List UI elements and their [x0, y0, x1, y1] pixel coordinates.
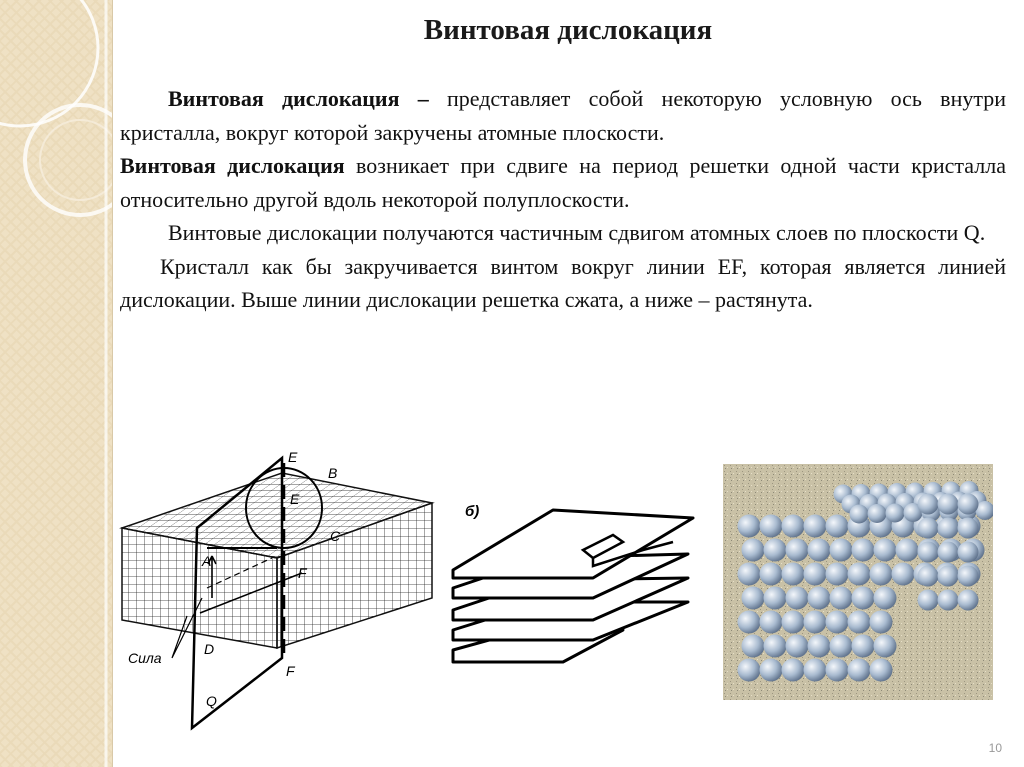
sphere: [786, 635, 809, 658]
sphere: [958, 566, 979, 587]
paragraph-3: Винтовые дислокации получаются частичным сдвигом атомных слоев по плоскости Q.: [168, 220, 986, 245]
page-number: 10: [988, 741, 1002, 755]
sphere: [826, 659, 849, 682]
decorative-sidebar: [0, 0, 113, 767]
sphere: [742, 539, 765, 562]
sphere: [782, 563, 805, 586]
sphere: [868, 504, 887, 523]
sphere: [760, 659, 783, 682]
sphere: [852, 587, 875, 610]
label-force: Сила: [128, 650, 162, 666]
sphere: [782, 515, 805, 538]
sphere: [958, 542, 979, 563]
sphere: [874, 539, 897, 562]
sphere: [918, 518, 939, 539]
sphere: [808, 539, 831, 562]
sphere: [870, 563, 893, 586]
sphere: [738, 611, 761, 634]
sphere: [830, 635, 853, 658]
label-b: б): [465, 503, 480, 520]
label-C: C: [330, 528, 341, 544]
sphere: [826, 563, 849, 586]
label-E-mid: E: [290, 491, 300, 507]
sphere: [918, 566, 939, 587]
sphere: [850, 505, 869, 524]
sphere: [874, 635, 897, 658]
sphere: [804, 563, 827, 586]
figure-sphere-model-photo: [723, 464, 993, 700]
sphere: [886, 504, 905, 523]
sphere: [808, 587, 831, 610]
sphere: [738, 563, 761, 586]
sphere: [826, 515, 849, 538]
sphere: [938, 518, 959, 539]
sphere: [848, 563, 871, 586]
sphere: [760, 515, 783, 538]
sphere: [938, 590, 959, 611]
sphere: [826, 611, 849, 634]
sphere: [848, 659, 871, 682]
paragraph-1: [120, 82, 1006, 149]
label-Q: Q: [206, 693, 217, 709]
sphere: [892, 563, 915, 586]
sphere: [918, 590, 939, 611]
sphere: [830, 587, 853, 610]
sphere: [874, 587, 897, 610]
sphere: [870, 611, 893, 634]
sphere: [782, 611, 805, 634]
sphere: [764, 539, 787, 562]
slide-title: Винтовая дислокация: [423, 14, 713, 46]
label-A: A: [202, 553, 212, 569]
sphere: [918, 494, 939, 515]
label-D: D: [204, 641, 215, 657]
paragraph-2-text: возникает при сдвиге на период решетки одной части кристалла относительно другой вдоль некоторой полуплоскости.: [120, 153, 1006, 212]
term-bold-2: Винтовая дислокация: [120, 153, 345, 178]
sphere: [938, 566, 959, 587]
sphere: [830, 539, 853, 562]
paragraph-2: [120, 149, 1006, 216]
label-B: B: [328, 465, 338, 481]
ring-decoration: [0, 0, 112, 767]
sphere: [760, 563, 783, 586]
sphere: [760, 611, 783, 634]
sphere: [804, 611, 827, 634]
sphere: [804, 515, 827, 538]
sphere: [764, 635, 787, 658]
sphere: [786, 587, 809, 610]
label-E-top: E: [288, 449, 298, 465]
sphere: [958, 494, 979, 515]
sphere: [852, 539, 875, 562]
sphere: [786, 539, 809, 562]
sphere: [958, 518, 979, 539]
label-F: F: [286, 663, 295, 679]
sphere: [742, 587, 765, 610]
sphere: [958, 590, 979, 611]
term-bold: Винтовая дислокация –: [168, 86, 429, 111]
sphere: [738, 515, 761, 538]
sphere: [870, 659, 893, 682]
label-F-mid: F: [298, 565, 307, 581]
sphere: [782, 659, 805, 682]
figure-atomic-layers: [443, 490, 713, 690]
sphere: [764, 587, 787, 610]
sphere: [918, 542, 939, 563]
sphere: [896, 539, 919, 562]
sphere: [848, 611, 871, 634]
paragraph-1-text: представляет собой некоторую условную ось внутри кристалла, вокруг которой закручены атомные плоскости.: [120, 86, 1006, 145]
figure-screw-dislocation-diagram: [112, 448, 442, 748]
sphere: [738, 659, 761, 682]
sphere: [938, 494, 959, 515]
body-text: [120, 82, 1006, 317]
paragraph-4: Кристалл как бы закручивается винтом вокруг линии EF, которая является линией дислокации. Выше линии дислокации решетка сжата, а ниже – растянута.: [120, 253, 1006, 312]
sphere: [852, 635, 875, 658]
sphere: [808, 635, 831, 658]
sphere: [804, 659, 827, 682]
sphere: [742, 635, 765, 658]
sphere: [938, 542, 959, 563]
